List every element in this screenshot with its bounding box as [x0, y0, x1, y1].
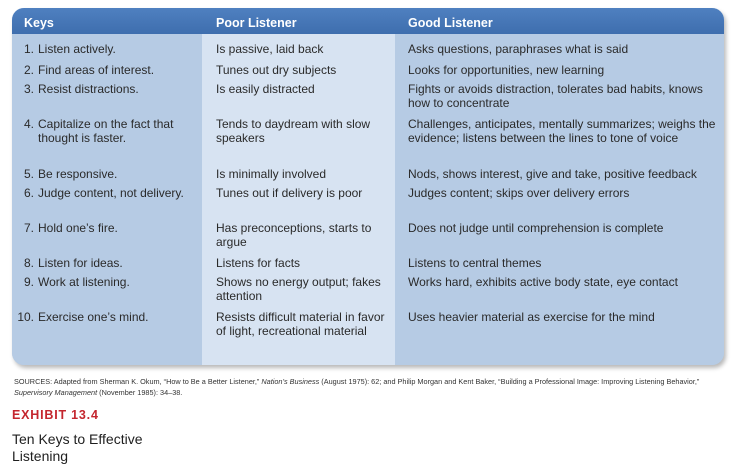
row-number: 8. [23, 256, 34, 270]
good-listener-cell: Judges content; skips over delivery errors [408, 186, 630, 200]
poor-listener-cell: Tunes out if delivery is poor [216, 186, 363, 200]
poor-listener-cell: Has preconceptions, starts to argue [216, 221, 372, 249]
row-number: 7. [23, 221, 34, 235]
sources-text: SOURCES: Adapted from Sherman K. Okum, “How to Be a Better Listener,” [14, 377, 262, 386]
table-row-key [14, 118, 194, 145]
row-number: 10. [17, 310, 34, 324]
table-row-key [14, 43, 194, 57]
exhibit-title: Ten Keys to Effective Listening [12, 431, 143, 464]
good-listener-cell: Looks for opportunities, new learning [408, 63, 605, 77]
row-number: 4. [23, 117, 34, 131]
table-row-key [14, 276, 194, 290]
poor-listener-cell: Shows no energy output; fakes attention [216, 275, 381, 303]
table-header [12, 8, 724, 34]
key-text: Exercise one’s mind. [38, 310, 149, 324]
exhibit-label: EXHIBIT 13.4 [12, 408, 99, 422]
poor-listener-cell: Is minimally involved [216, 167, 327, 181]
poor-listener-cell: Is passive, laid back [216, 42, 324, 56]
sources-publication: Supervisory Management [14, 388, 98, 397]
table-row-key [14, 187, 194, 201]
good-listener-cell: Asks questions, paraphrases what is said [408, 42, 629, 56]
good-listener-cell: Fights or avoids distraction, tolerates bad habits, knows how to concentrate [408, 82, 703, 110]
sources-text: (August 1975): 62; and Philip Morgan and Kent Baker, “Building a Professional Image: Improving Listening Behavior,” [319, 377, 700, 386]
row-number: 5. [23, 167, 34, 181]
table-row-key [14, 222, 194, 236]
row-number: 1. [23, 42, 34, 56]
good-listener-cell: Challenges, anticipates, mentally summarizes; weighs the evidence; listens between the lines to tone of voice [408, 117, 716, 145]
poor-listener-cell: Tends to daydream with slow speakers [216, 117, 371, 145]
key-text: Be responsive. [38, 167, 118, 181]
poor-listener-cell: Resists difficult material in favor of light, recreational material [216, 310, 385, 338]
good-listener-cell: Works hard, exhibits active body state, eye contact [408, 275, 678, 289]
good-listener-cell: Nods, shows interest, give and take, positive feedback [408, 167, 697, 181]
key-text: Resist distractions. [38, 82, 139, 96]
table-row-key [14, 64, 194, 78]
row-number: 9. [23, 275, 34, 289]
key-text: Find areas of interest. [38, 63, 155, 77]
table-row-key [14, 311, 194, 325]
table-row-key [14, 257, 194, 271]
poor-listener-cell: Is easily distracted [216, 82, 315, 96]
header-poor-listener: Poor Listener [216, 16, 297, 30]
key-text: Listen actively. [38, 42, 116, 56]
key-text: Hold one’s fire. [38, 221, 118, 235]
sources-text: (November 1985): 34–38. [97, 388, 183, 397]
row-number: 6. [23, 186, 34, 200]
key-text: Listen for ideas. [38, 256, 123, 270]
good-listener-cell: Uses heavier material as exercise for the mind [408, 310, 655, 324]
header-keys: Keys [24, 16, 54, 30]
sources-note [14, 376, 729, 398]
key-text: Judge content, not delivery. [38, 186, 184, 200]
good-listener-cell: Does not judge until comprehension is complete [408, 221, 664, 235]
listening-keys-table [12, 8, 724, 365]
header-good-listener: Good Listener [408, 16, 493, 30]
key-text: Capitalize on the fact that thought is faster. [38, 117, 174, 145]
table-row-key [14, 168, 194, 182]
poor-listener-cell: Tunes out dry subjects [216, 63, 337, 77]
poor-listener-cell: Listens for facts [216, 256, 301, 270]
good-listener-cell: Listens to central themes [408, 256, 542, 270]
row-number: 2. [23, 63, 34, 77]
sources-publication: Nation’s Business [261, 377, 320, 386]
table-row-key [14, 83, 194, 97]
key-text: Work at listening. [38, 275, 130, 289]
row-number: 3. [23, 82, 34, 96]
